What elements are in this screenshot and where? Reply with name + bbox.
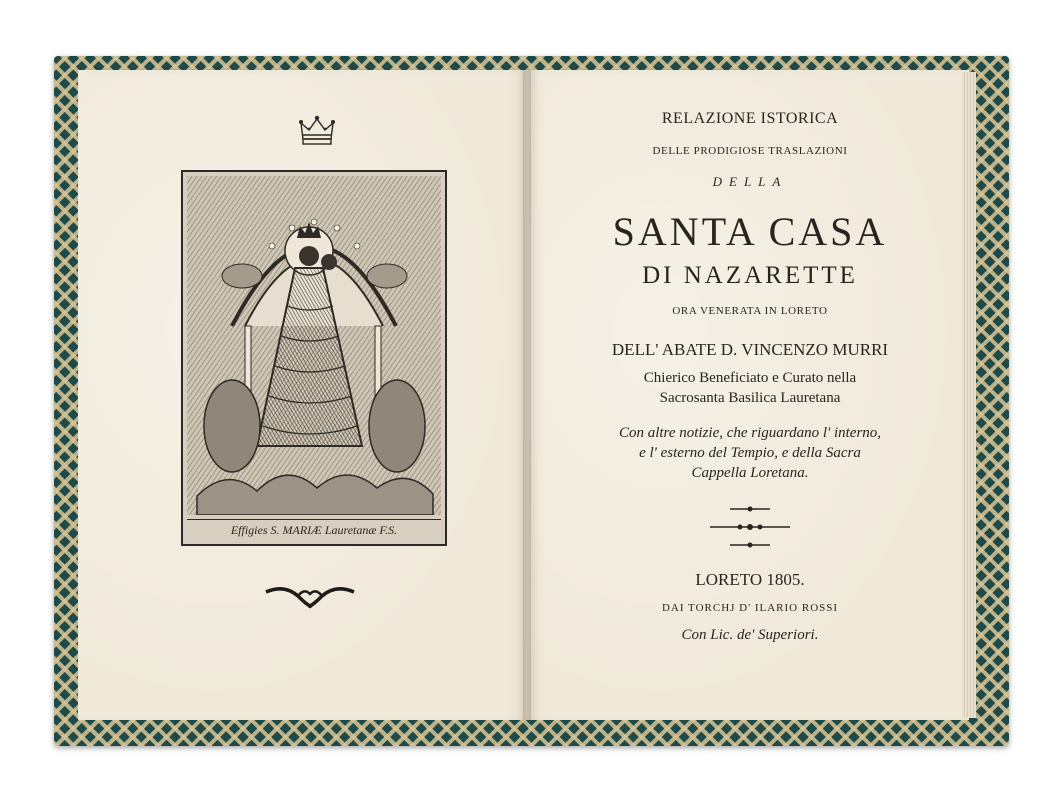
imprint-printer: DAI TORCHJ D' ILARIO ROSSI	[661, 602, 839, 614]
subtitle-nazarette: DI NAZARETTE	[642, 262, 858, 289]
frontispiece-caption: Effigies S. MARIÆ Lauretanæ F.S.	[187, 519, 441, 540]
frontispiece-engraving	[181, 170, 447, 546]
note-line-1: Con altre notizie, che riguardano l' interno,	[618, 425, 882, 441]
author-role-line-2: Sacrosanta Basilica Lauretana	[659, 390, 841, 406]
vignette-ornament-icon	[700, 502, 800, 516]
vignette-ornament-icon	[700, 538, 800, 552]
madonna-of-loreto-engraving	[187, 176, 441, 515]
main-title: SANTA CASA	[612, 209, 888, 254]
title-line-relazione: RELAZIONE ISTORICA	[661, 110, 839, 127]
page-edges	[962, 72, 976, 718]
book-gutter	[523, 70, 531, 720]
title-line-loreto: ORA VENERATA IN LORETO	[672, 305, 828, 317]
swash-ornament-icon	[262, 582, 358, 612]
author-role-line-1: Chierico Beneficiato e Curato nella	[643, 370, 857, 386]
title-line-della: DELLA	[712, 174, 788, 189]
author-line: DELL' ABATE D. VINCENZO MURRI	[611, 340, 889, 359]
title-line-traslazioni: DELLE PRODIGIOSE TRASLAZIONI	[652, 145, 848, 157]
imprint-license: Con Lic. de' Superiori.	[681, 627, 819, 643]
imprint-place-date: LORETO 1805.	[695, 570, 805, 589]
vignette-ornament-icon	[700, 520, 800, 534]
note-line-3: Cappella Loretana.	[691, 465, 809, 481]
note-line-2: e l' esterno del Tempio, e della Sacra	[639, 445, 861, 461]
crown-icon	[297, 113, 337, 147]
